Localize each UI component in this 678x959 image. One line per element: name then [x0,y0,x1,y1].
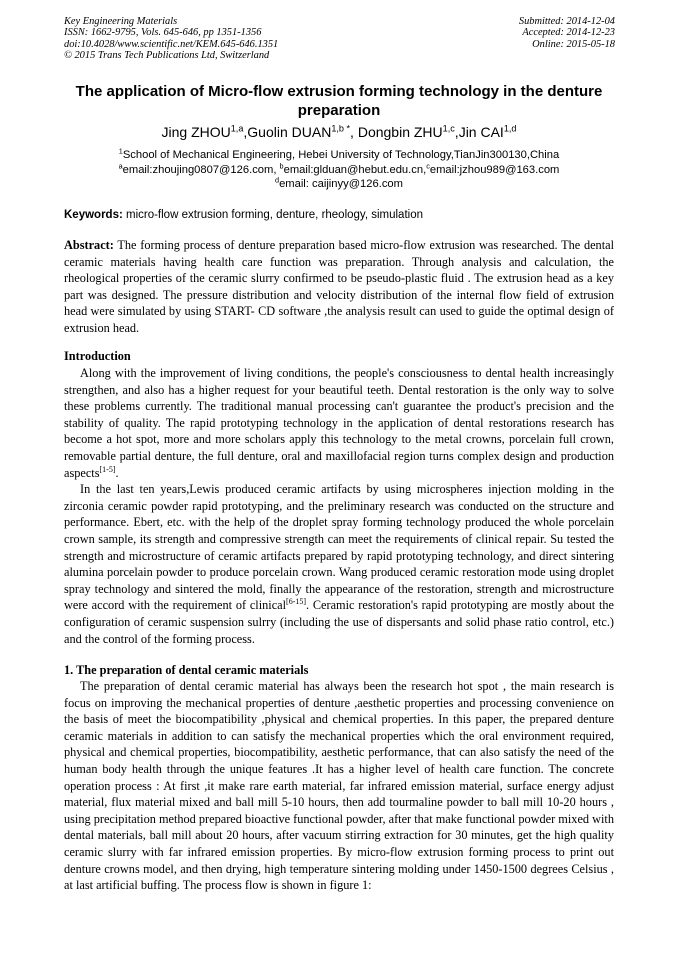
section-1-body [64,678,614,894]
keywords [64,208,614,222]
doi-line: doi:10.4028/www.scientific.net/KEM.645-646.1351 [64,38,279,50]
issn-line: ISSN: 1662-9795, Vols. 645-646, pp 1351-1356 [64,27,262,39]
accepted-date: Accepted: 2014-12-23 [522,27,615,39]
author-name: Jing ZHOU [161,124,231,140]
abstract [64,237,614,337]
author-name: Dongbin ZHU [357,124,443,140]
email-c: email:jzhou989@163.com [429,163,560,176]
author-sup: 1,c [442,123,455,134]
submission-dates [519,16,615,50]
email-a: email:zhoujing0807@126.com, [122,163,280,176]
online-date: Online: 2015-05-18 [532,38,615,50]
paragraph: In the last ten years,Lewis produced ceramic artifacts by using microspheres injection molding in the zirconia ceramic powder rapid prototyping, and the preliminary research was conducted on the structure and performance. Ebert, etc. with the help of the droplet spray forming technology produced the whole porcelain crown sample, its strength and compressive strength can meet the requirements of clinical repair. Su tested the strength and microstructure of ceramic artifacts prepared by rapid prototyping technology, and direct sintering alumina porcelain powder to produce porcelain crown. Wang produced ceramic restoration mode using droplet spray technology and sintered the mold, finally the appearance of the restoration, strength and microstructure were accord with the requirement of clinical[6-15]. Ceramic restoration's rapid prototyping are mostly about the configuration of ceramic suspension sulrry (including the use of dispersants and solid phase ratio control, etc.) and the control of the forming process. [64,482,614,646]
author-sup: 1,a [230,123,244,134]
author-name: Jin CAI [458,124,504,140]
introduction-body [64,365,614,647]
paragraph: The preparation of dental ceramic material has always been the research hot spot , the main research is focus on improving the mechanical properties of denture ,aesthetic properties and processing convenience on the basis of meet the biocompatibility ,physical and chemical properties. In this paper, the prepared denture ceramic materials in addition to can satisfy the mechanical properties which the oral environment required, physical and chemical properties, biocompatibility, aesthetic performance, that can also satisfy the need of the human body health through the unique features .It has a higher level of health care function. The concrete operation process : At first ,it make rare earth material, far infrared emission material, surface energy adjust material, flux material mixed and ball mill 5-10 hours, then add tourmaline powder to ball mill 10-20 hours , using precipitation method prepared bioactive functional powder, after that make functional powder mixed with dental materials, ball mill about 20 hours, after vacuum stirring extraction for 30 minutes, get the high quality ceramic slurry with far infrared emission properties. By micro-flow extrusion forming process to print out denture crowns model, and then drying, high temperature sintering molding under 1450-1500 degrees Celsius , at last artificial buffing. The process flow is shown in figure 1: [64,679,614,893]
section-1-heading: 1. The preparation of dental ceramic materials [64,663,309,677]
paragraph: Along with the improvement of living conditions, the people's consciousness to dental health increasingly strengthen, and also has a higher request for your beautiful teeth. Dental restoration is the only way to solve these problems currently. The traditional manual processing can't guarantee the product's precision and the stability of quality. The rapid prototyping technology in the application of dental restorations research has become a hot spot, more and more scholars apply this technology to the metal crowns, porcelain full crown, removable partial denture, the full denture, oral and maxillofacial region turns complex design and production aspects[1-5]. [64,366,614,480]
copyright-line: © 2015 Trans Tech Publications Ltd, Switzerland [64,50,270,62]
abstract-text: The forming process of denture preparation based micro-flow extrusion was researched. The dental ceramic materials having health care function was preparation. Through analysis and calculation, the rheological properties of the ceramic slurry confirmed to be pseudo-plastic fluid . The extrusion head as a key part was designed. The pressure distribution and velocity distribution of the internal flow field of extrusion head were simulated by using START- CD software ,the analysis result can used to guide the optimal design of extrusion head. [64,238,614,335]
email-line: $^d$email: caijinyy@126.com [275,175,403,190]
author-list: Jing ZHOU$^{1,a}$,Guolin $DUAN^{1,b *}$, Dongbin ZHU$^{1,c}$,Jin CAI$^{1,d}$ [161,123,517,140]
submitted-date: Submitted: 2014-12-04 [518,16,615,27]
author-sup: 1,b * [331,123,351,134]
paper-title: The application of Micro-flow extrusion forming technology in the denture preparation [75,83,603,119]
affiliation-line: $^1$School of Mechanical Engineering, Hebei University of Technology,TianJin300130,China [118,146,560,161]
email-line: $^a$email:zhoujing0807@126.com, $^b$email:glduan@hebut.edu.cn,$^c$email:jzhou989@163.com [118,160,560,176]
keywords-text: micro-flow extrusion forming, denture, rheology, simulation [122,209,423,221]
email-d: email: caijinyy@126.com [279,178,403,190]
affiliations [64,148,614,192]
abstract-label: Abstract: [64,238,114,252]
citation: [1-5] [99,464,116,474]
citation: [6-15] [286,597,306,607]
author-sup: 1,d [503,123,517,134]
journal-info [64,16,278,62]
introduction-heading: Introduction [64,349,131,363]
journal-name: Key Engineering Materials [64,16,178,27]
author-name: Guolin DUAN [247,124,332,140]
keywords-label: Keywords: [64,209,123,221]
email-b: email:glduan@hebut.edu.cn, [283,163,427,176]
